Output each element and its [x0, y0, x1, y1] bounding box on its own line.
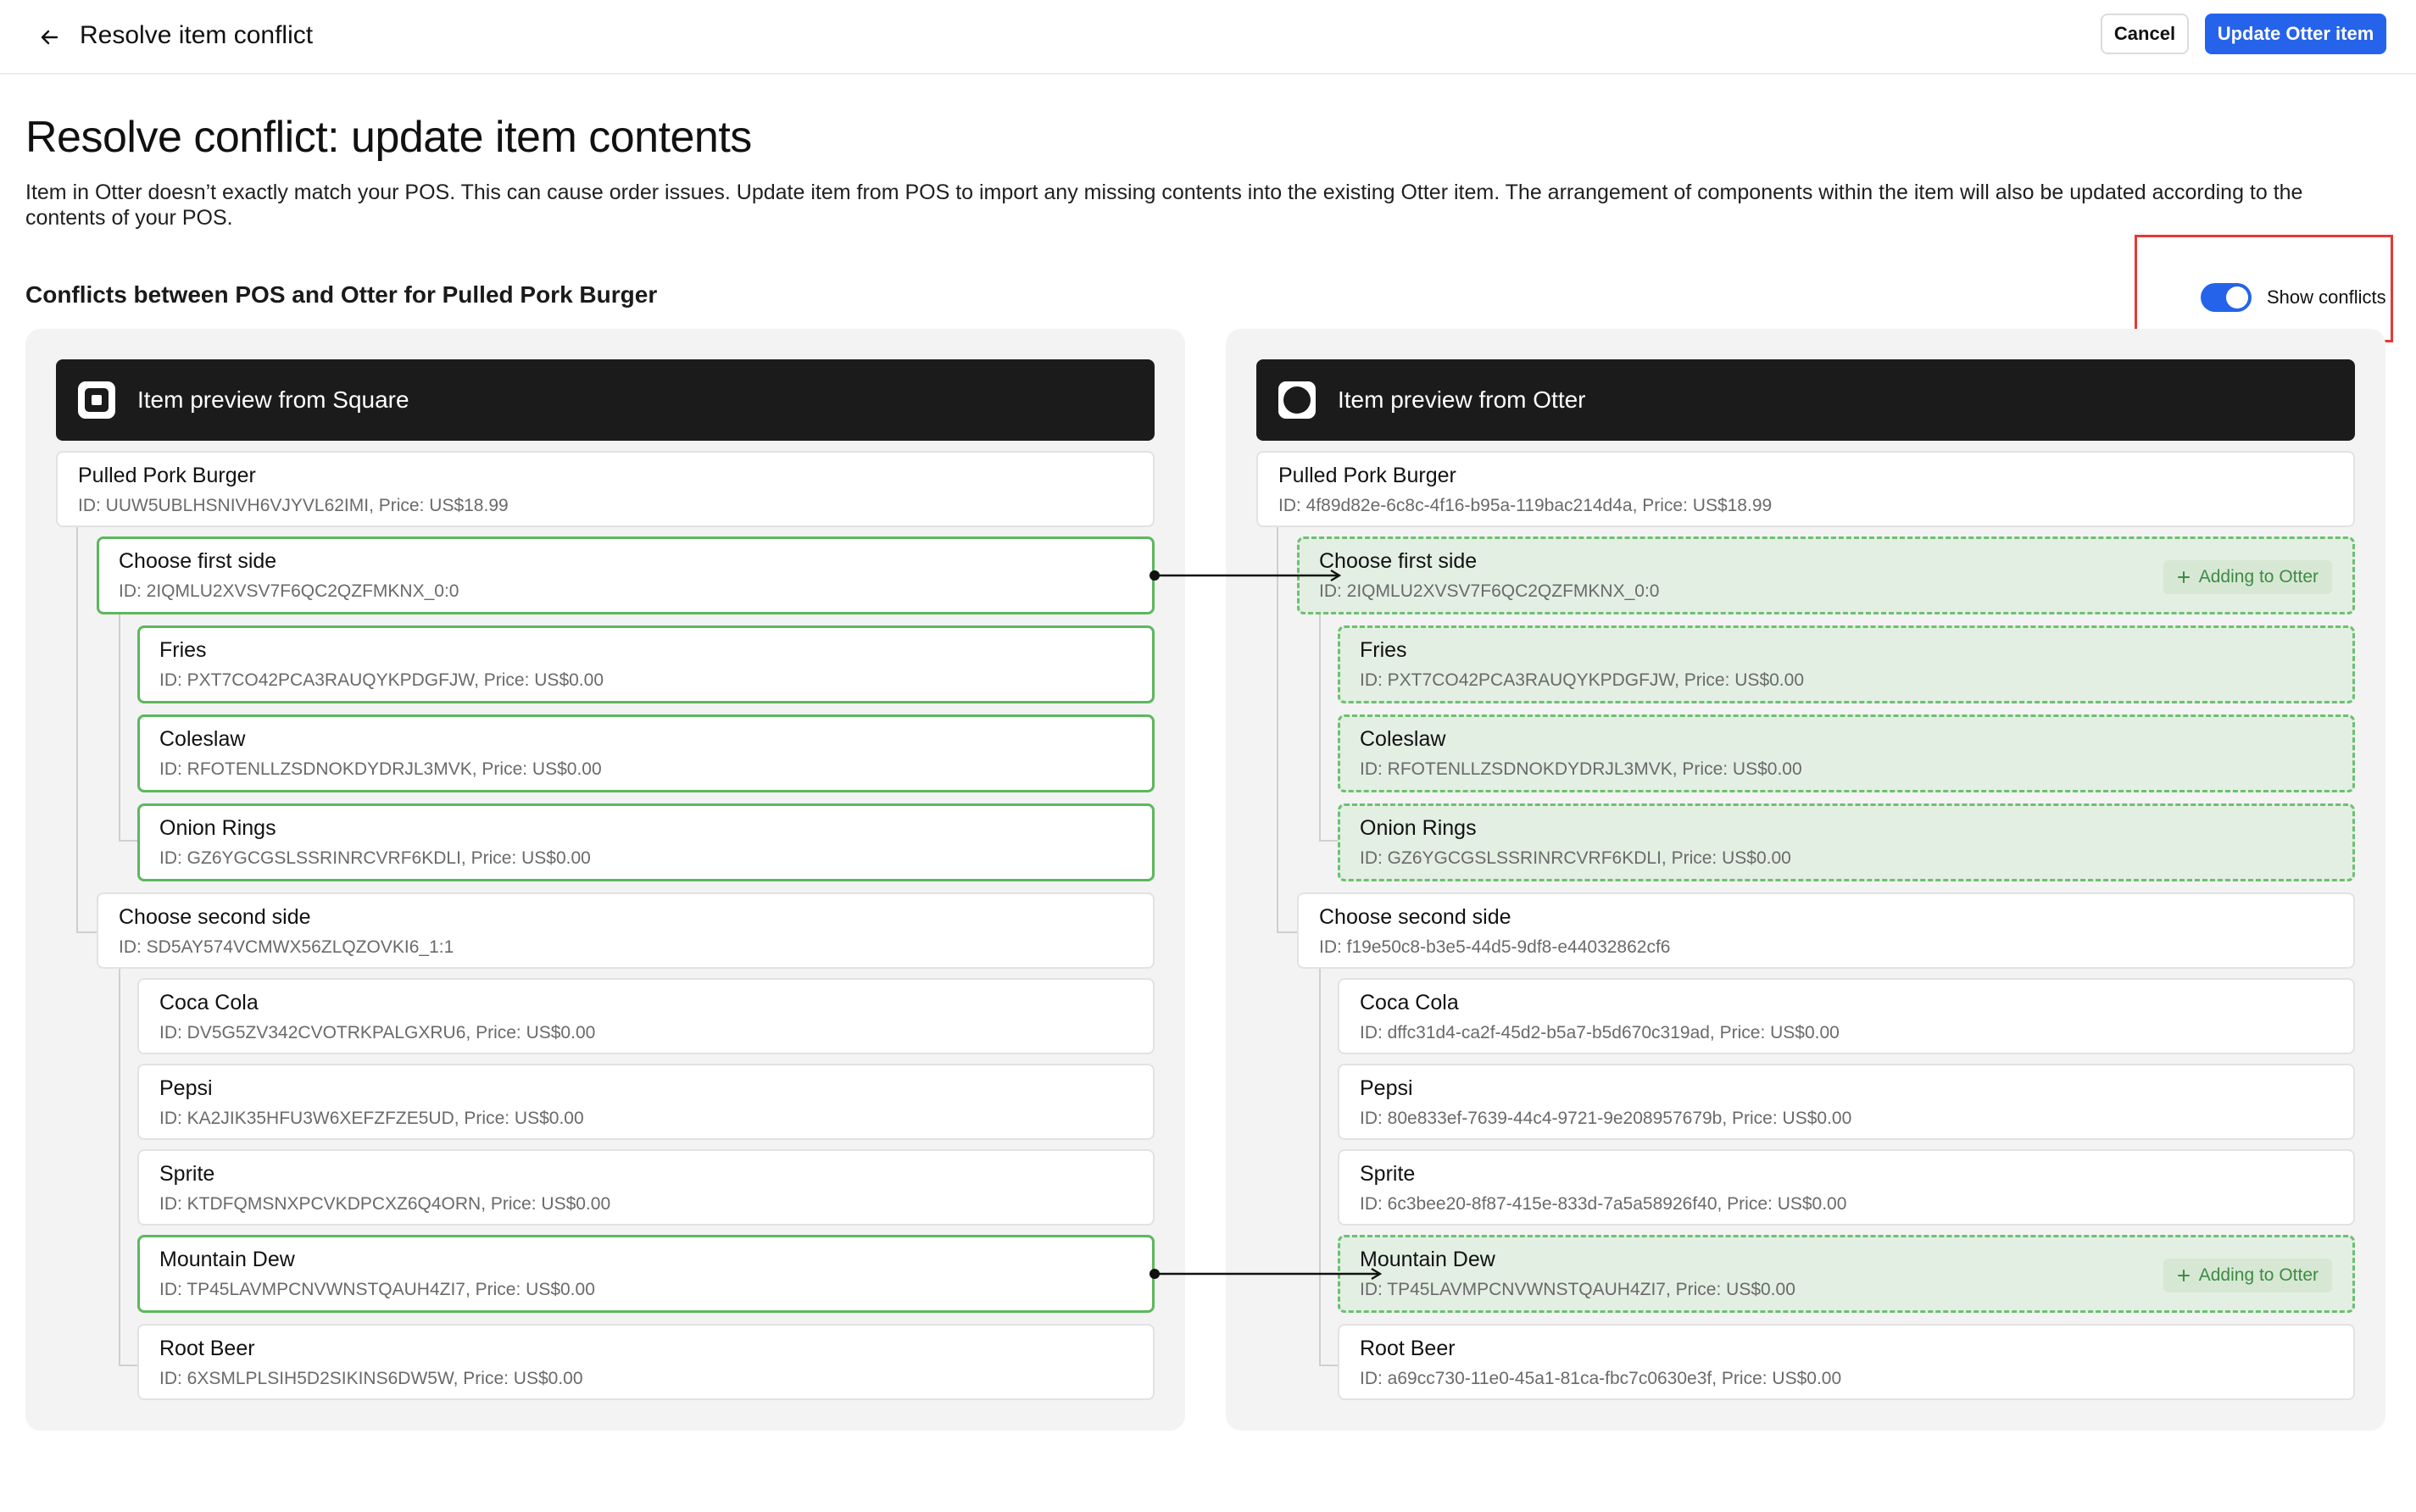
page-title: Resolve item conflict	[80, 21, 314, 49]
update-otter-item-button[interactable]: Update Otter item	[2205, 14, 2386, 54]
item-id: ID: SD5AY574VCMWX56ZLQZOVKI6_1:1	[119, 937, 454, 957]
item-name: Fries	[159, 638, 207, 662]
conflict-heading: Resolve conflict: update item contents	[25, 113, 752, 162]
item-name: Choose first side	[1319, 549, 1478, 573]
item-id: ID: 6XSMLPLSIH5D2SIKINS6DW5W, Price: US$0.00	[159, 1369, 583, 1388]
connector-mountain-dew	[1150, 1269, 1380, 1279]
item-id: ID: RFOTENLLZSDNOKDYDRJL3MVK, Price: US$0.00	[1360, 759, 1802, 779]
item-id: ID: 6c3bee20-8f87-415e-833d-7a5a58926f40, Price: US$0.00	[1360, 1194, 1847, 1214]
item-name: Root Beer	[159, 1337, 255, 1360]
item-id: ID: 80e833ef-7639-44c4-9721-9e208957679b, Price: US$0.00	[1360, 1109, 1852, 1128]
item-id: ID: GZ6YGCGSLSSRINRCVRF6KDLI, Price: US$0.00	[1360, 848, 1791, 868]
item-id: ID: dffc31d4-ca2f-45d2-b5a7-b5d670c319ad, Price: US$0.00	[1360, 1023, 1840, 1042]
item-id: ID: PXT7CO42PCA3RAUQYKPDGFJW, Price: US$0.00	[1360, 670, 1804, 690]
item-name: Root Beer	[1360, 1337, 1456, 1360]
connector-first-side	[1150, 570, 1339, 581]
item-id: ID: f19e50c8-b3e5-44d5-9df8-e44032862cf6	[1319, 937, 1671, 957]
item-name: Coleslaw	[1360, 727, 1446, 751]
item-name: Onion Rings	[159, 816, 276, 840]
cancel-button[interactable]: Cancel	[2101, 14, 2189, 54]
item-name: Coleslaw	[159, 727, 246, 751]
conflict-description: Item in Otter doesn’t exactly match your POS. This can cause order issues. Update item from POS to import any missing contents into the existing Otter item. The arrangement of components within the item will also be updated according to the contents of your POS.	[25, 181, 2303, 230]
item-name: Fries	[1360, 638, 1407, 662]
badge-label: Adding to Otter	[2198, 1265, 2319, 1285]
item-id: ID: KTDFQMSNXPCVKDPCXZ6Q4ORN, Price: US$0.00	[159, 1194, 611, 1214]
otter-panel-title: Item preview from Otter	[1338, 386, 1586, 413]
badge-label: Adding to Otter	[2198, 567, 2319, 586]
item-name: Pulled Pork Burger	[1278, 464, 1456, 487]
item-id: ID: GZ6YGCGSLSSRINRCVRF6KDLI, Price: US$0.00	[159, 848, 591, 868]
item-name: Coca Cola	[1360, 991, 1459, 1014]
show-conflicts-label: Show conflicts	[2267, 286, 2386, 308]
item-id: ID: TP45LAVMPCNVWNSTQAUH4ZI7, Price: US$0.00	[1360, 1280, 1795, 1299]
item-name: Onion Rings	[1360, 816, 1477, 840]
item-name: Choose second side	[119, 905, 311, 929]
square-panel-title: Item preview from Square	[137, 386, 409, 413]
item-id: ID: KA2JIK35HFU3W6XEFZFZE5UD, Price: US$0.00	[159, 1109, 584, 1128]
item-id: ID: 2IQMLU2XVSV7F6QC2QZFMKNX_0:0	[119, 581, 459, 601]
item-id: ID: 2IQMLU2XVSV7F6QC2QZFMKNX_0:0	[1319, 581, 1660, 601]
item-name: Sprite	[159, 1162, 215, 1186]
item-name: Choose second side	[1319, 905, 1511, 929]
item-name: Mountain Dew	[159, 1248, 295, 1271]
item-id: ID: RFOTENLLZSDNOKDYDRJL3MVK, Price: US$0.00	[159, 759, 602, 779]
conflicts-section-heading: Conflicts between POS and Otter for Pulled Pork Burger	[25, 281, 658, 308]
item-name: Mountain Dew	[1360, 1248, 1495, 1271]
item-name: Pepsi	[159, 1076, 213, 1100]
item-id: ID: UUW5UBLHSNIVH6VJYVL62IMI, Price: US$18.99	[78, 496, 509, 515]
item-id: ID: PXT7CO42PCA3RAUQYKPDGFJW, Price: US$0.00	[159, 670, 604, 690]
item-id: ID: TP45LAVMPCNVWNSTQAUH4ZI7, Price: US$0.00	[159, 1280, 595, 1299]
item-name: Pulled Pork Burger	[78, 464, 256, 487]
item-name: Sprite	[1360, 1162, 1416, 1186]
item-name: Choose first side	[119, 549, 277, 573]
item-id: ID: DV5G5ZV342CVOTRKPALGXRU6, Price: US$0.00	[159, 1023, 596, 1042]
item-name: Pepsi	[1360, 1076, 1413, 1100]
item-id: ID: a69cc730-11e0-45a1-81ca-fbc7c0630e3f, Price: US$0.00	[1360, 1369, 1842, 1388]
item-name: Coca Cola	[159, 991, 259, 1014]
item-id: ID: 4f89d82e-6c8c-4f16-b95a-119bac214d4a, Price: US$18.99	[1278, 496, 1773, 515]
